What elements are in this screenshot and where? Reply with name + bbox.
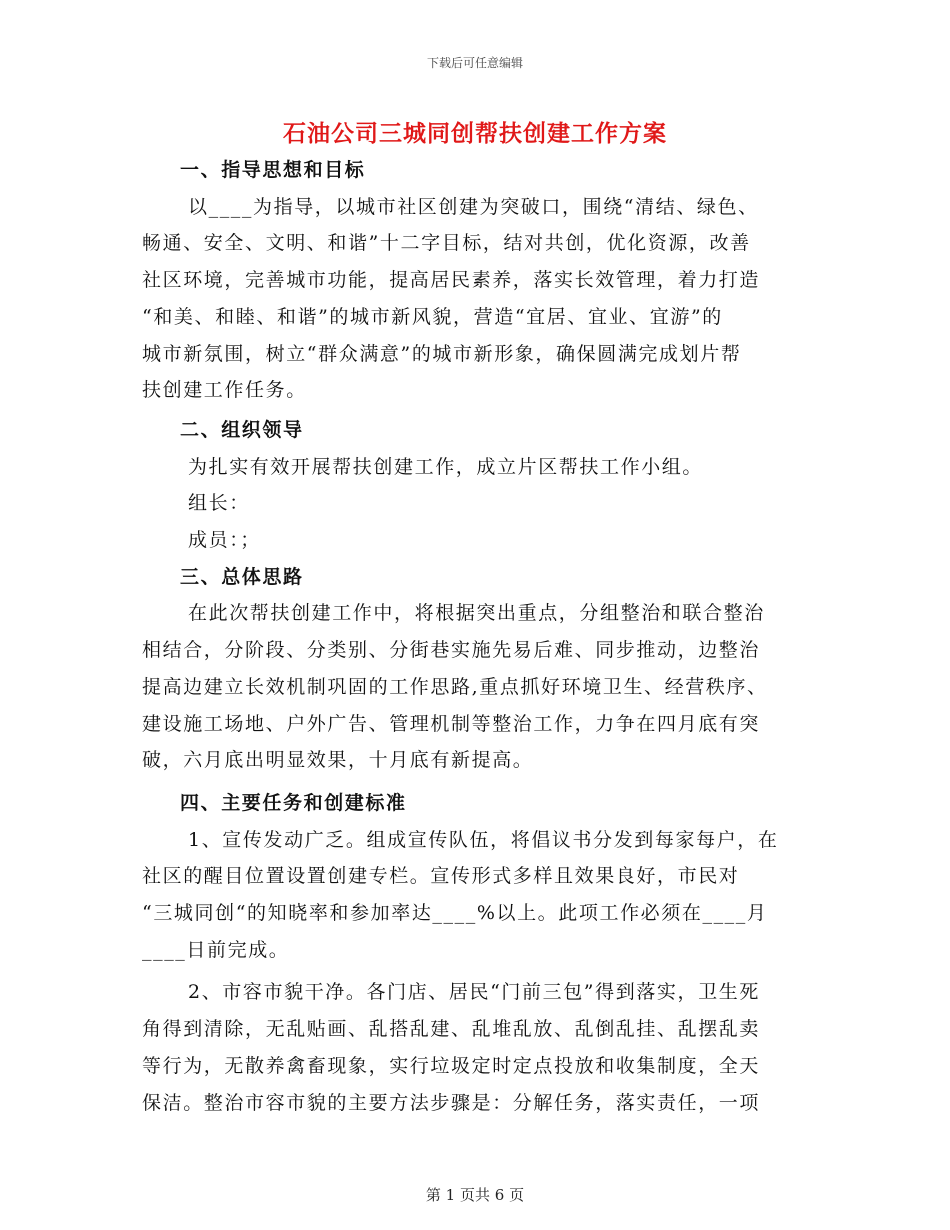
text-line: 1、宣传发动广乏。组成宣传队伍，将倡议书分发到每家每户，在 — [188, 828, 779, 851]
text-line: 破，六月底出明显效果，十月底有新提高。 — [142, 749, 534, 772]
text-line: 等行为，无散养禽畜现象，实行垃圾定时定点投放和收集制度，全天 — [142, 1054, 761, 1077]
section-main-tasks — [142, 785, 812, 1121]
paragraph — [142, 485, 812, 522]
paragraph — [142, 822, 812, 969]
section-guiding-ideology — [142, 152, 812, 409]
text-line: 扶创建工作任务。 — [142, 379, 307, 402]
paragraph — [142, 189, 812, 409]
document-title: 石油公司三城同创帮扶创建工作方案 — [283, 120, 667, 147]
text-line: 畅通、安全、文明、和谐”十二字目标，结对共创，优化资源，改善 — [142, 232, 751, 255]
text-line: “和美、和睦、和谐”的城市新风貌，营造“宜居、宜业、宜游”的 — [142, 305, 723, 328]
section-overall-approach — [142, 559, 812, 779]
section-heading: 一、指导思想和目标 — [180, 159, 366, 181]
text-line: 相结合，分阶段、分类别、分街巷实施先易后难、同步推动，边整治 — [142, 639, 761, 662]
section-heading: 四、主要任务和创建标准 — [180, 791, 407, 814]
text-line: 组长： — [188, 492, 250, 515]
text-line: 保洁。整治市容市貌的主要方法步骤是：分解任务，落实责任，一项 — [142, 1091, 761, 1114]
text-line: 2、市容市貌干净。各门店、居民“门前三包”得到落实，卫生死 — [188, 981, 760, 1004]
paragraph — [142, 974, 812, 1121]
text-line: 在此次帮扶创建工作中，将根据突出重点，分组整治和联合整治 — [188, 602, 765, 625]
text-line: 提高边建立长效机制巩固的工作思路,重点抓好环境卫生、经营秩序、 — [142, 675, 768, 698]
text-line: 社区的醒目位置设置创建专栏。宣传形式多样且效果良好，市民对 — [142, 865, 740, 888]
text-line: “三城同创“的知晓率和参加率达____%以上。此项工作必须在____月 — [142, 902, 768, 925]
text-line: 城市新氛围，树立“群众满意”的城市新形象，确保圆满完成划片帮 — [142, 342, 742, 365]
page-footer: 第 1 页共 6 页 — [425, 1186, 525, 1204]
paragraph — [142, 449, 812, 486]
text-line: 建设施工场地、户外广告、管理机制等整治工作，力争在四月底有突 — [142, 712, 761, 735]
section-heading: 三、总体思路 — [180, 565, 304, 588]
text-line: 角得到清除，无乱贴画、乱搭乱建、乱堆乱放、乱倒乱挂、乱摆乱卖 — [142, 1018, 761, 1041]
section-heading: 二、组织领导 — [180, 418, 304, 441]
document-body — [142, 152, 812, 1121]
text-line: 社区环境，完善城市功能，提高居民素养，落实长效管理，着力打造 — [142, 269, 761, 292]
paragraph — [142, 595, 812, 779]
header-note: 下载后可任意编辑 — [426, 56, 523, 70]
section-organization — [142, 412, 812, 559]
text-line: 为扎实有效开展帮扶创建工作，成立片区帮扶工作小组。 — [188, 455, 704, 478]
paragraph — [142, 522, 812, 559]
text-line: ____日前完成。 — [142, 938, 290, 961]
text-line: 成员：； — [188, 529, 261, 552]
text-line: 以____为指导，以城市社区创建为突破口，围绕“清结、绿色、 — [188, 195, 759, 218]
